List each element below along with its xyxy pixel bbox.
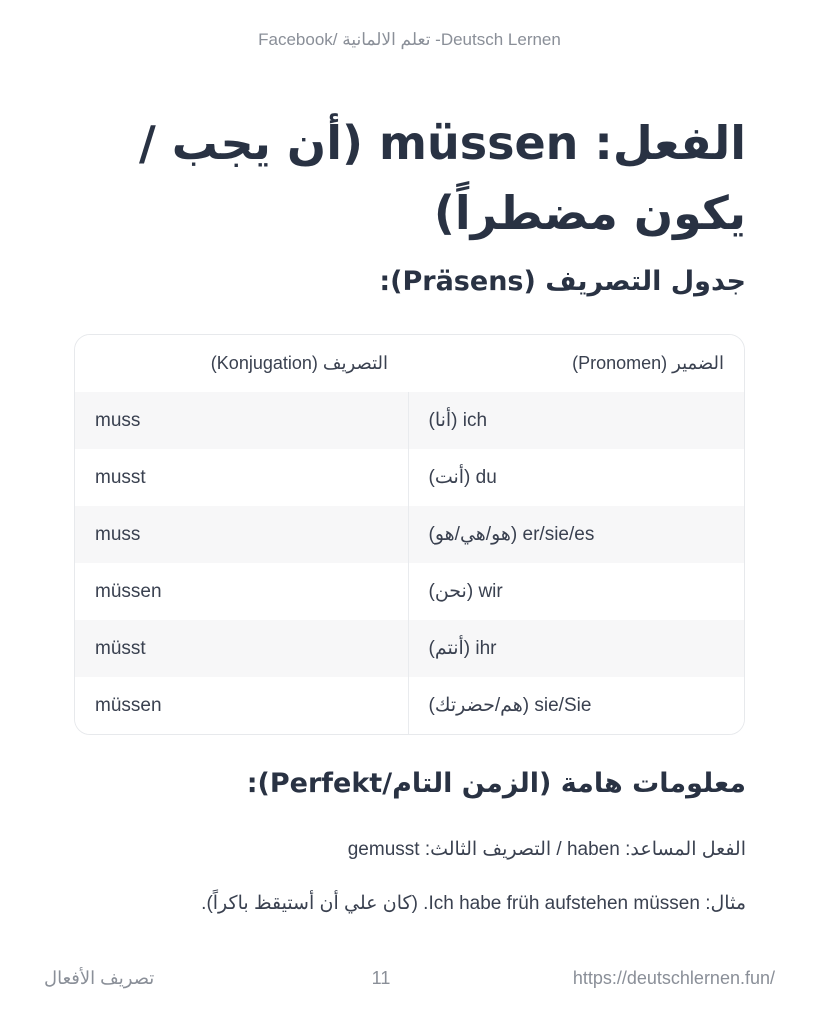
pronoun-cell: du (أنت) [408, 449, 744, 506]
pronoun-cell: ich (أنا) [408, 392, 744, 449]
table-row [75, 392, 744, 449]
pronoun-cell: sie/Sie (هم/حضرتك) [408, 677, 744, 734]
table-row [75, 563, 744, 620]
auxiliary-verb-info: الفعل المساعد: haben / التصريف الثالث: gemusst [347, 839, 746, 860]
conjugation-cell: muss [75, 506, 408, 563]
conjugation-cell: musst [75, 449, 408, 506]
conjugation-cell: müssen [75, 563, 408, 620]
conjugation-cell: müssen [75, 677, 408, 734]
pronoun-column-header: الضمير (Pronomen) [408, 335, 744, 392]
pronoun-cell: er/sie/es (هو/هي/هو) [408, 506, 744, 563]
table-header-row [75, 335, 744, 392]
page-title: الفعل: müssen (أن يجب / يكون مضطراً) [138, 116, 746, 240]
example-sentence: مثال: Ich habe früh aufstehen müssen. (كان علي أن أستيقظ باكراً). [201, 893, 746, 914]
conjugation-table-heading: جدول التصريف (Präsens): [379, 266, 746, 297]
footer-section-title: تصريف الأفعال [44, 968, 155, 988]
table-row [75, 677, 744, 734]
perfekt-info-heading: معلومات هامة (الزمن التام/Perfekt): [246, 768, 746, 799]
table-row [75, 506, 744, 563]
conjugation-table [74, 334, 745, 735]
footer-url-link[interactable]: https://deutschlernen.fun/ [572, 968, 775, 988]
table-row [75, 449, 744, 506]
table-row [75, 620, 744, 677]
conjugation-column-header: التصريف (Konjugation) [75, 335, 408, 392]
conjugation-cell: müsst [75, 620, 408, 677]
conjugation-cell: muss [75, 392, 408, 449]
page-number: 11 [371, 968, 391, 988]
page-header-source: Facebook/ تعلم الالمانية -Deutsch Lernen [258, 30, 561, 49]
pronoun-cell: ihr (أنتم) [408, 620, 744, 677]
pronoun-cell: wir (نحن) [408, 563, 744, 620]
